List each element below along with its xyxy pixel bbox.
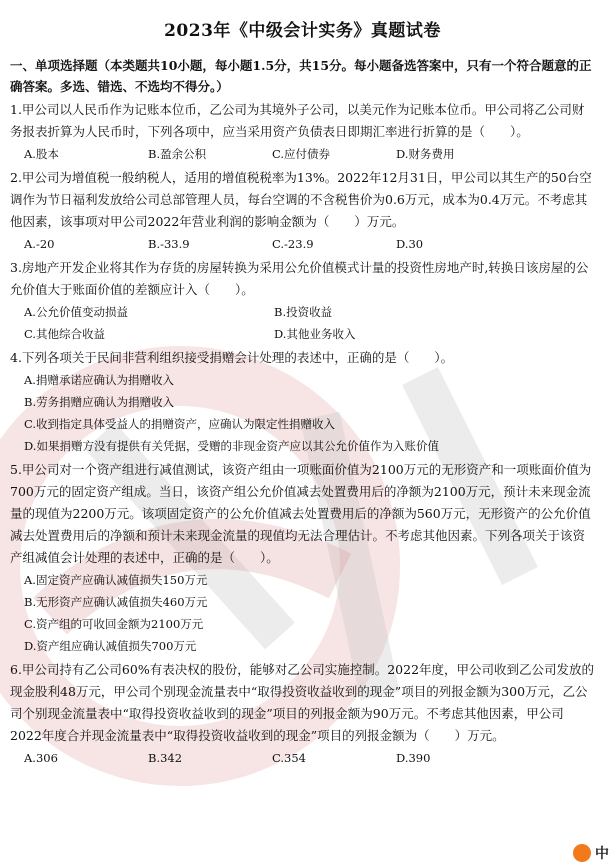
option-b: B.无形资产应确认减值损失460万元 bbox=[24, 595, 208, 609]
option-b: B.盈余公积 bbox=[148, 147, 207, 161]
section-heading: 一、单项选择题（本类题共10小题，每小题1.5分，共15分。每小题备选答案中，只有一个符合题意的正确答案。多选、错选、不选均不得分。） bbox=[10, 58, 592, 94]
option-c: C.-23.9 bbox=[272, 237, 314, 251]
option-b: B.劳务捐赠应确认为捐赠收入 bbox=[24, 395, 175, 409]
option-c: C.收到指定具体受益人的捐赠资产，应确认为限定性捐赠收入 bbox=[24, 417, 336, 431]
option-a: A.306 bbox=[24, 751, 58, 765]
option-d: D.30 bbox=[396, 237, 424, 251]
option-d: D.资产组应确认减值损失700万元 bbox=[24, 639, 197, 653]
option-b: B.342 bbox=[148, 751, 183, 765]
option-d: D.财务费用 bbox=[396, 147, 455, 161]
option-d: D.390 bbox=[396, 751, 431, 765]
question-1: 1.甲公司以人民币作为记账本位币，乙公司为其境外子公司，以美元作为记账本位币。甲公司将乙公司财务报表折算为人民币时，下列各项中，应当采用资产负债表日即期汇率进行折算的是（ ）。 bbox=[10, 102, 585, 139]
option-d: D.其他业务收入 bbox=[274, 327, 356, 341]
option-b: B.-33.9 bbox=[148, 237, 190, 251]
option-c: C.354 bbox=[272, 751, 306, 765]
question-4: 4.下列各项关于民间非营利组织接受捐赠会计处理的表述中，正确的是（ ）。 bbox=[10, 350, 454, 365]
option-a: A.固定资产应确认减值损失150万元 bbox=[24, 573, 208, 587]
page-title: 2023年《中级会计实务》真题试卷 bbox=[164, 21, 441, 41]
corner-logo[interactable] bbox=[539, 838, 609, 868]
corner-logo-text: 中 bbox=[595, 846, 609, 862]
question-6: 6.甲公司持有乙公司60%有表决权的股份，能够对乙公司实施控制。2022年度，甲公司收到乙公司发放的现金股利48万元，甲公司个别现金流量表中“取得投资收益收到的现金”项目的列报金额为300万元，乙公司个别现金流量表中“取得投资收益收到的现金”项目的列报金额为90万元。不考虑其他因素，甲公司2022年度合并现金流量表中“取得投资收益收到的现金”项目的列报金额为（ ）万元。 bbox=[10, 662, 595, 743]
question-3-options bbox=[24, 301, 595, 345]
option-d: D.如果捐赠方没有提供有关凭据，受赠的非现金资产应以其公允价值作为入账价值 bbox=[24, 439, 439, 453]
option-c: C.应付债券 bbox=[272, 147, 331, 161]
question-6-options bbox=[24, 747, 595, 769]
exam-page bbox=[0, 16, 609, 769]
brand-icon bbox=[573, 844, 591, 862]
option-c: C.资产组的可收回金额为2100万元 bbox=[24, 617, 204, 631]
option-a: A.-20 bbox=[24, 237, 55, 251]
option-a: A.股本 bbox=[24, 147, 59, 161]
option-c: C.其他综合收益 bbox=[24, 327, 106, 341]
option-a: A.公允价值变动损益 bbox=[24, 305, 128, 319]
question-2-options bbox=[24, 233, 595, 255]
question-2: 2.甲公司为增值税一般纳税人，适用的增值税税率为13%。2022年12月31日，甲公司以其生产的50台空调作为节日福利发放给公司总部管理人员，每台空调的不含税售价为0.6万元，成本为0.4万元。不考虑其他因素，该事项对甲公司2022年营业利润的影响金额为（ ）万元。 bbox=[10, 170, 592, 229]
option-a: A.捐赠承诺应确认为捐赠收入 bbox=[24, 373, 174, 387]
question-5: 5.甲公司对一个资产组进行减值测试，该资产组由一项账面价值为2100万元的无形资产和一项账面价值为700万元的固定资产组成。当日，该资产组公允价值减去处置费用后的净额为2100万元，预计未来现金流量的现值为2200万元。该项固定资产的公允价值减去处置费用后的净额为560万元，无形资产的公允价值减去处置费用后的净额和预计未来现金流量的现值均无法合理估计。不考虑其他因素。下列各项关于该资产组减值会计处理的表述中，正确的是（ ）。 bbox=[10, 462, 592, 565]
question-3: 3.房地产开发企业将其作为存货的房屋转换为采用公允价值模式计量的投资性房地产时,转换日该房屋的公允价值大于账面价值的差额应计入（ ）。 bbox=[10, 260, 589, 297]
question-1-options bbox=[24, 143, 595, 165]
option-b: B.投资收益 bbox=[274, 305, 333, 319]
